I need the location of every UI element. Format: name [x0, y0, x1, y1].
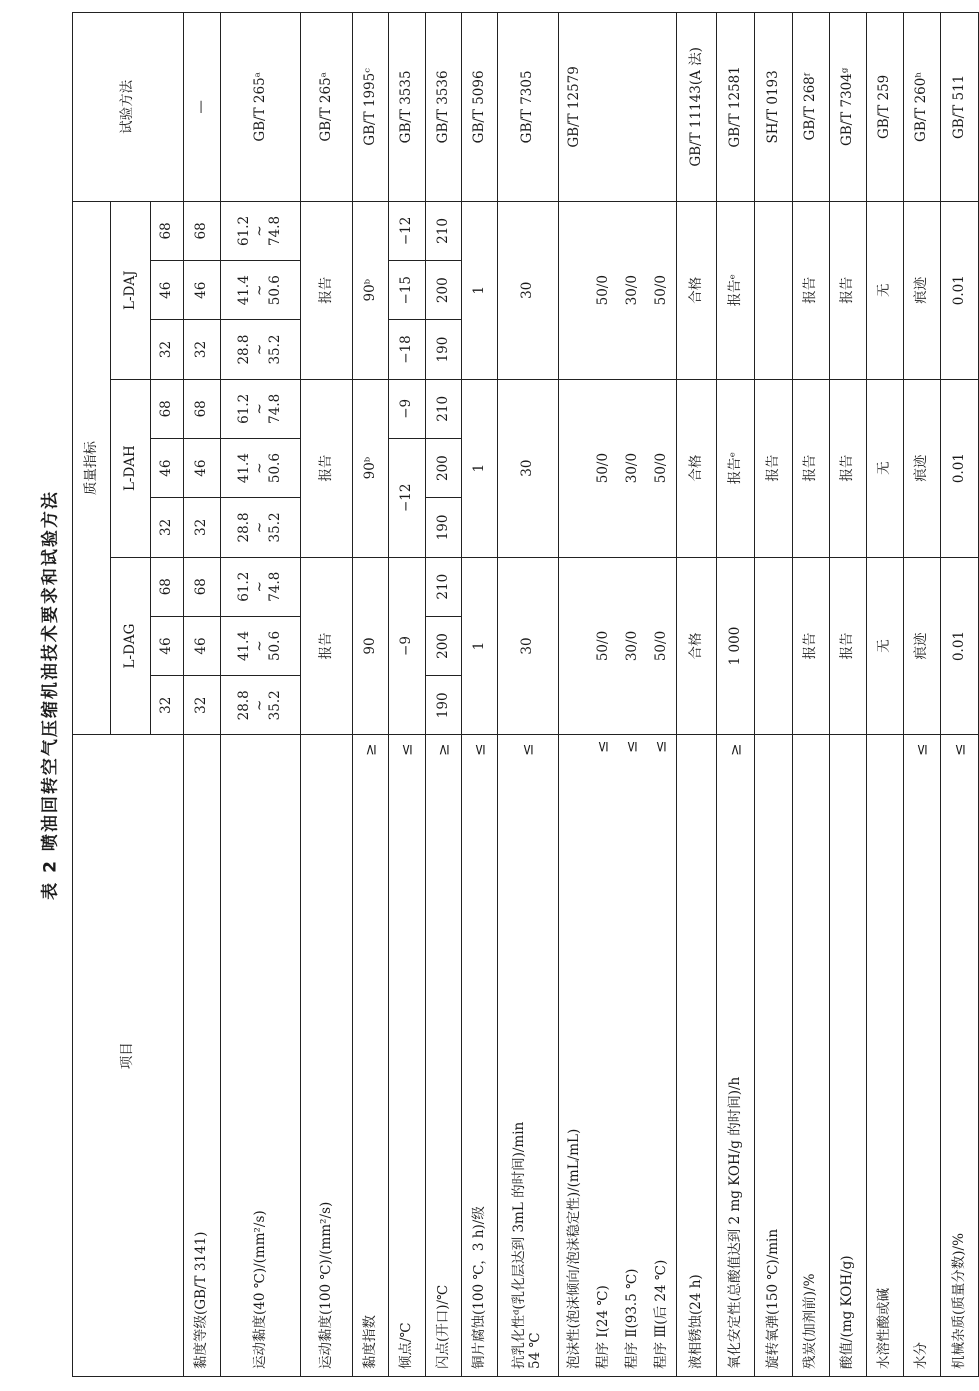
- foam-value: 50/0: [594, 452, 611, 484]
- label-text: 程序 Ⅱ(93.5 ℃): [623, 1268, 640, 1369]
- limit-symbol: ≤: [622, 740, 641, 754]
- row-label-grade: [184, 735, 221, 1377]
- row-label-text: 54 ℃: [527, 1332, 543, 1369]
- limit-symbol: ≥: [360, 743, 379, 757]
- method-foam: GB/T 12579: [559, 13, 677, 202]
- range-part: 28.8: [236, 512, 253, 543]
- method-pour: GB/T 3535: [389, 13, 426, 202]
- foam-value: 50/0: [652, 452, 669, 484]
- row-label-text: 黏度等级(GB/T 3141): [193, 1231, 210, 1369]
- row-label-oxid: [717, 735, 755, 1377]
- row-copper: [462, 13, 498, 1377]
- vi-dag: 90: [353, 557, 389, 735]
- header-grade: 46: [151, 438, 184, 497]
- kv40-range: [221, 498, 301, 557]
- row-water: [904, 13, 941, 1377]
- label-text: 程序 Ⅲ(后 24 ℃): [652, 1259, 669, 1369]
- limit-symbol: ≤: [469, 743, 488, 757]
- range-part: 61.2: [236, 571, 253, 602]
- method-kv100: GB/T 265ᵃ: [301, 13, 353, 202]
- header-grade: 32: [151, 320, 184, 379]
- foam-values: [559, 201, 677, 379]
- rotated-table-wrapper: [72, 12, 968, 1377]
- header-grade: 46: [151, 261, 184, 320]
- range-part: 41.4: [236, 275, 253, 306]
- range-part: 41.4: [236, 453, 253, 484]
- method-rbot: SH/T 0193: [755, 13, 793, 202]
- foam-sequence-label: [589, 739, 618, 1369]
- row-label-foam: [559, 735, 677, 1377]
- foam-sequence-label: [647, 739, 676, 1369]
- row-label-text: 残炭(加剂前)/%: [802, 1273, 819, 1369]
- header-group-daj: L-DAJ: [111, 201, 151, 379]
- grade-cell: 46: [184, 261, 221, 320]
- row-vi: [353, 13, 389, 1377]
- grade-cell: 46: [184, 616, 221, 675]
- row-label-text: 黏度指数: [361, 1315, 378, 1369]
- vi-dah: 90ᵇ: [353, 379, 389, 557]
- limit-symbol: ≤: [949, 743, 968, 757]
- grade-cell: 68: [184, 201, 221, 260]
- row-label-text: 液相锈蚀(24 h): [687, 1274, 704, 1369]
- row-mech: [941, 13, 979, 1377]
- pour-daj-32: −18: [389, 320, 426, 379]
- header-item: 项目: [73, 735, 184, 1377]
- demul-daj: 30: [498, 201, 559, 379]
- range-part: ~: [251, 343, 268, 356]
- flash-cell: 190: [426, 498, 462, 557]
- row-acid: [830, 13, 867, 1377]
- limit-symbol: ≤: [912, 743, 931, 757]
- foam-value: 30/0: [623, 630, 640, 662]
- flash-cell: 210: [426, 201, 462, 260]
- row-label-pour: [389, 735, 426, 1377]
- foam-value: 30/0: [623, 452, 640, 484]
- acid-dag: 报告: [830, 557, 867, 735]
- kv40-range: [221, 616, 301, 675]
- method-carbon: GB/T 268ᶠ: [793, 13, 830, 202]
- flash-cell: 190: [426, 676, 462, 735]
- method-watersol: GB/T 259: [867, 13, 904, 202]
- pour-dah-68: −9: [389, 379, 426, 438]
- range-part: 74.8: [267, 393, 284, 424]
- row-flash: [426, 13, 462, 1377]
- foam-sequence-label: [618, 739, 647, 1369]
- method-copper: GB/T 5096: [462, 13, 498, 202]
- spec-table: [72, 12, 979, 1377]
- oxid-dag: 1 000: [717, 557, 755, 735]
- method-vi: GB/T 1995ᶜ: [353, 13, 389, 202]
- water-dag: 痕迹: [904, 557, 941, 735]
- range-part: ~: [251, 284, 268, 296]
- row-label-text: 运动黏度(40 ℃)/(mm²/s): [251, 1210, 268, 1369]
- row-label-kv100: [301, 735, 353, 1377]
- limit-symbol: ≥: [433, 743, 452, 757]
- row-demul: [498, 13, 559, 1377]
- flash-cell: 200: [426, 616, 462, 675]
- row-grade: [184, 13, 221, 1377]
- kv40-range: [221, 438, 301, 497]
- row-label-text: 水分: [913, 1342, 930, 1369]
- row-label-text: 铜片腐蚀(100 ℃，3 h)/级: [470, 1206, 487, 1369]
- method-rust: GB/T 11143(A 法): [677, 13, 717, 202]
- foam-value: 50/0: [594, 275, 611, 306]
- header-group-dag: L-DAG: [111, 557, 151, 735]
- row-label-text: 闪点(开口)/℃: [434, 1284, 451, 1369]
- flash-cell: 190: [426, 320, 462, 379]
- rbot-dah: 报告: [755, 379, 793, 557]
- row-rust: [677, 13, 717, 1377]
- range-part: ~: [251, 225, 268, 237]
- row-kv100: [301, 13, 353, 1377]
- row-label-watersol: [867, 735, 904, 1377]
- watersol-daj: 无: [867, 201, 904, 379]
- row-label-rbot: [755, 735, 793, 1377]
- limit-symbol: ≤: [593, 740, 612, 754]
- vi-daj: 90ᵇ: [353, 201, 389, 379]
- method-acid: GB/T 7304ᵍ: [830, 13, 867, 202]
- rbot-daj: [755, 201, 793, 379]
- grade-cell: 46: [184, 438, 221, 497]
- header-row-1: [73, 13, 111, 1377]
- flash-cell: 210: [426, 557, 462, 616]
- pour-daj-68: −12: [389, 201, 426, 260]
- row-label-text: 机械杂质(质量分数)/%: [950, 1233, 967, 1369]
- table-stage: [72, 12, 968, 1377]
- row-label-text: 抗乳化性ᵈ(乳化层达到 3mL 的时间)/min: [511, 1121, 528, 1369]
- method-mech: GB/T 511: [941, 13, 979, 202]
- kv100-dag: 报告: [301, 557, 353, 735]
- row-label-text: 倾点/℃: [398, 1322, 415, 1369]
- flash-cell: 210: [426, 379, 462, 438]
- method-kv40: GB/T 265ᵃ: [221, 13, 301, 202]
- foam-value: 50/0: [652, 275, 669, 306]
- method-grade: —: [184, 13, 221, 202]
- oxid-daj: 报告ᵉ: [717, 201, 755, 379]
- range-part: 41.4: [236, 630, 253, 662]
- method-water: GB/T 260ʰ: [904, 13, 941, 202]
- row-label-vi: [353, 735, 389, 1377]
- range-part: 74.8: [267, 215, 284, 246]
- header-grade: 68: [151, 379, 184, 438]
- foam-value: 50/0: [652, 630, 669, 662]
- range-part: 50.6: [267, 453, 284, 484]
- rust-dah: 合格: [677, 379, 717, 557]
- foam-values: [559, 557, 677, 735]
- row-label-text: 旋转氧弹(150 ℃)/min: [764, 1228, 781, 1369]
- kv40-range: [221, 320, 301, 379]
- foam-value: 30/0: [623, 275, 640, 306]
- header-grade: 32: [151, 498, 184, 557]
- method-demul: GB/T 7305: [498, 13, 559, 202]
- row-oxid: [717, 13, 755, 1377]
- pour-dag: −9: [389, 557, 426, 735]
- grade-cell: 32: [184, 498, 221, 557]
- method-oxid: GB/T 12581: [717, 13, 755, 202]
- demul-dag: 30: [498, 557, 559, 735]
- header-grade: 46: [151, 616, 184, 675]
- label-text: 程序 Ⅰ(24 ℃): [594, 1285, 611, 1369]
- grade-cell: 68: [184, 557, 221, 616]
- foam-values: [559, 379, 677, 557]
- kv40-range: [221, 379, 301, 438]
- copper-daj: 1: [462, 201, 498, 379]
- flash-cell: 200: [426, 438, 462, 497]
- range-part: 35.2: [267, 334, 284, 365]
- row-foam: [559, 13, 677, 1377]
- row-label-water: [904, 735, 941, 1377]
- carbon-dah: 报告: [793, 379, 830, 557]
- range-part: ~: [251, 462, 268, 474]
- row-label-mech: [941, 735, 979, 1377]
- row-label-acid: [830, 735, 867, 1377]
- row-rbot: [755, 13, 793, 1377]
- watersol-dah: 无: [867, 379, 904, 557]
- grade-cell: 68: [184, 379, 221, 438]
- oxid-dah: 报告ᵉ: [717, 379, 755, 557]
- row-kv40: [221, 13, 301, 1377]
- range-part: 28.8: [236, 690, 253, 721]
- carbon-dag: 报告: [793, 557, 830, 735]
- row-label-copper: [462, 735, 498, 1377]
- limit-symbol: ≤: [651, 740, 670, 754]
- acid-dah: 报告: [830, 379, 867, 557]
- limit-symbol: ≥: [725, 743, 744, 757]
- water-daj: 痕迹: [904, 201, 941, 379]
- pour-dah-32-46: −12: [389, 438, 426, 557]
- header-grade: 68: [151, 557, 184, 616]
- limit-symbol: ≤: [397, 743, 416, 757]
- water-dah: 痕迹: [904, 379, 941, 557]
- copper-dag: 1: [462, 557, 498, 735]
- header-grade: 32: [151, 676, 184, 735]
- row-label-carbon: [793, 735, 830, 1377]
- mech-dag: 0.01: [941, 557, 979, 735]
- range-part: 35.2: [267, 690, 284, 721]
- kv40-range: [221, 557, 301, 616]
- pour-daj-46: −15: [389, 261, 426, 320]
- row-carbon: [793, 13, 830, 1377]
- range-part: 35.2: [267, 512, 284, 543]
- row-label-flash: [426, 735, 462, 1377]
- acid-daj: 报告: [830, 201, 867, 379]
- range-part: 61.2: [236, 393, 253, 424]
- range-part: 74.8: [267, 571, 284, 602]
- range-part: ~: [251, 640, 268, 652]
- range-part: 28.8: [236, 334, 253, 365]
- copper-dah: 1: [462, 379, 498, 557]
- kv40-range: [221, 676, 301, 735]
- watersol-dag: 无: [867, 557, 904, 735]
- range-part: ~: [251, 581, 268, 593]
- row-label-text: 水溶性酸或碱: [876, 1288, 893, 1369]
- rust-daj: 合格: [677, 201, 717, 379]
- header-grade: 68: [151, 201, 184, 260]
- row-watersol: [867, 13, 904, 1377]
- flash-cell: 200: [426, 261, 462, 320]
- row-pour: [389, 13, 426, 1377]
- grade-cell: 32: [184, 676, 221, 735]
- row-label-text: 酸值/(mg KOH/g): [839, 1255, 856, 1369]
- range-part: 50.6: [267, 630, 284, 662]
- table-caption-text: 表 2 喷油回转空气压缩机油技术要求和试验方法: [40, 490, 61, 900]
- grade-cell: 32: [184, 320, 221, 379]
- kv40-range: [221, 201, 301, 260]
- row-label-text: 氧化安定性(总酸值达到 2 mg KOH/g 的时间)/h: [726, 1076, 743, 1369]
- mech-dah: 0.01: [941, 379, 979, 557]
- method-flash: GB/T 3536: [426, 13, 462, 202]
- range-part: ~: [251, 403, 268, 415]
- header-method: 试验方法: [73, 13, 184, 202]
- range-part: 50.6: [267, 275, 284, 306]
- rbot-dag: [755, 557, 793, 735]
- rust-dag: 合格: [677, 557, 717, 735]
- demul-dah: 30: [498, 379, 559, 557]
- row-label-kv40: [221, 735, 301, 1377]
- range-part: 61.2: [236, 215, 253, 246]
- label-text: 泡沫性(泡沫倾向/泡沫稳定性)/(mL/mL): [565, 1128, 582, 1369]
- row-label-demul: [498, 735, 559, 1377]
- foam-value: 50/0: [594, 630, 611, 662]
- header-quality: 质量指标: [73, 201, 111, 735]
- mech-daj: 0.01: [941, 201, 979, 379]
- row-label-text: [560, 739, 589, 1369]
- header-group-dah: L-DAH: [111, 379, 151, 557]
- kv100-daj: 报告: [301, 201, 353, 379]
- limit-symbol: ≤: [518, 743, 537, 757]
- kv40-range: [221, 261, 301, 320]
- range-part: ~: [251, 521, 268, 534]
- row-label-text: 运动黏度(100 ℃)/(mm²/s): [317, 1201, 334, 1369]
- range-part: ~: [251, 699, 268, 711]
- carbon-daj: 报告: [793, 201, 830, 379]
- row-label-rust: [677, 735, 717, 1377]
- kv100-dah: 报告: [301, 379, 353, 557]
